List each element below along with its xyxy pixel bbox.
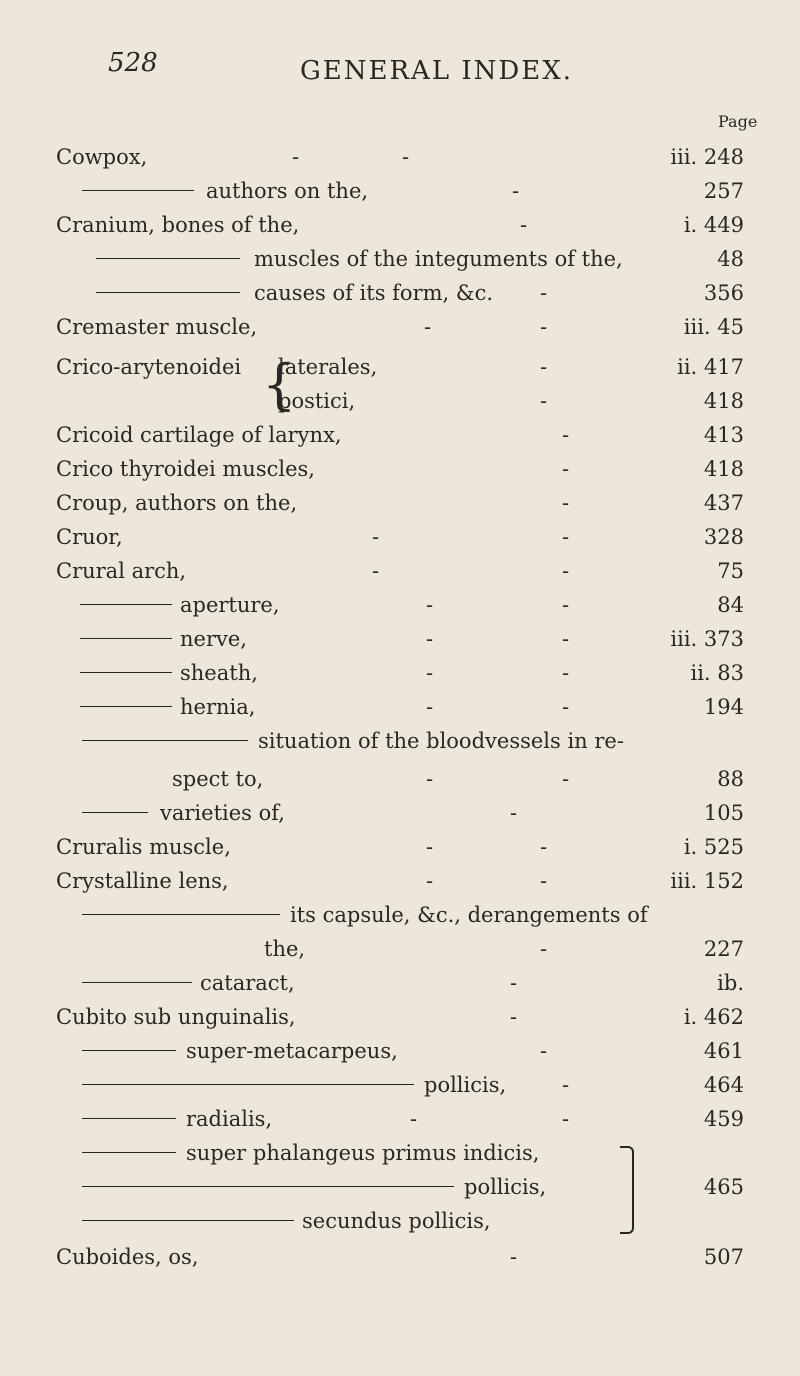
entry-label: Croup, authors on the, xyxy=(56,491,298,515)
index-entry xyxy=(0,796,800,830)
dash: - xyxy=(562,1073,570,1097)
ditto-rule xyxy=(80,706,172,707)
index-entry xyxy=(0,588,800,622)
dash: - xyxy=(402,145,410,169)
page-ref: 48 xyxy=(717,247,744,271)
index-entry xyxy=(0,1102,800,1136)
dash: - xyxy=(540,355,548,379)
page-ref: 88 xyxy=(717,767,744,791)
dash: - xyxy=(510,1245,518,1269)
entry-label: sheath, xyxy=(180,661,258,685)
ditto-rule xyxy=(82,1220,294,1221)
page-ref: iii. 152 xyxy=(670,869,744,893)
entry-label: Crural arch, xyxy=(56,559,187,583)
index-entry xyxy=(0,1136,800,1170)
index-entry xyxy=(0,1240,800,1274)
page-ref: 437 xyxy=(703,491,744,515)
page-ref: ii. 83 xyxy=(690,661,744,685)
ditto-rule xyxy=(82,1152,176,1153)
index-entry xyxy=(0,554,800,588)
dash: - xyxy=(426,695,434,719)
dash: - xyxy=(540,1039,548,1063)
brace-icon: { xyxy=(262,353,297,416)
entry-label: Crico-arytenoidei xyxy=(56,355,242,379)
dash: - xyxy=(410,1107,418,1131)
dash: - xyxy=(426,627,434,651)
dash: - xyxy=(562,593,570,617)
page-ref: 105 xyxy=(703,801,744,825)
ditto-rule xyxy=(82,1118,176,1119)
index-entry xyxy=(0,898,800,932)
index-entry xyxy=(0,690,800,724)
entry-label: causes of its form, &c. xyxy=(254,281,494,305)
dash: - xyxy=(426,835,434,859)
page-number: 528 xyxy=(108,48,158,78)
page-ref: 328 xyxy=(703,525,744,549)
index-entry xyxy=(0,1170,800,1204)
entry-label: Cuboides, os, xyxy=(56,1245,199,1269)
page-ref: 461 xyxy=(703,1039,744,1063)
dash: - xyxy=(540,389,548,413)
index-entry xyxy=(0,520,800,554)
entry-label: pollicis, xyxy=(424,1073,507,1097)
index-entry xyxy=(0,724,800,758)
index-entry xyxy=(0,1034,800,1068)
entry-label: pollicis, xyxy=(464,1175,547,1199)
dash: - xyxy=(540,869,548,893)
dash: - xyxy=(426,593,434,617)
page-ref: 194 xyxy=(703,695,744,719)
dash: - xyxy=(510,801,518,825)
dash: - xyxy=(540,937,548,961)
entry-label: situation of the bloodvessels in re- xyxy=(258,729,624,753)
dash: - xyxy=(540,315,548,339)
index-entry xyxy=(0,208,800,242)
index-entry xyxy=(0,932,800,966)
page-ref: 227 xyxy=(703,937,744,961)
entry-label: Cricoid cartilage of larynx, xyxy=(56,423,342,447)
entry-label: Cruralis muscle, xyxy=(56,835,231,859)
index-entry xyxy=(0,966,800,1000)
index-entry xyxy=(0,174,800,208)
ditto-rule xyxy=(80,672,172,673)
index-entry xyxy=(0,276,800,310)
entry-sublabel: postici, xyxy=(278,389,356,413)
dash: - xyxy=(510,1005,518,1029)
entry-label: Cowpox, xyxy=(56,145,148,169)
entry-label: hernia, xyxy=(180,695,256,719)
entry-label: Cruor, xyxy=(56,525,123,549)
ditto-rule xyxy=(82,1186,454,1187)
index-entry xyxy=(0,762,800,796)
entry-label: the, xyxy=(264,937,306,961)
ditto-rule xyxy=(80,638,172,639)
ditto-rule xyxy=(82,190,194,191)
entry-label: Cranium, bones of the, xyxy=(56,213,300,237)
dash: - xyxy=(562,457,570,481)
dash: - xyxy=(426,661,434,685)
dash: - xyxy=(562,1107,570,1131)
dash: - xyxy=(426,869,434,893)
dash: - xyxy=(540,281,548,305)
dash: - xyxy=(562,695,570,719)
page-ref: 507 xyxy=(703,1245,744,1269)
entry-label: cataract, xyxy=(200,971,295,995)
page-ref: 464 xyxy=(703,1073,744,1097)
ditto-rule xyxy=(96,258,240,259)
entry-label: radialis, xyxy=(186,1107,273,1131)
page-ref: iii. 248 xyxy=(670,145,744,169)
index-entry xyxy=(0,384,800,418)
page-ref: 418 xyxy=(703,457,744,481)
entry-label: super phalangeus primus indicis, xyxy=(186,1141,540,1165)
entry-label: authors on the, xyxy=(206,179,369,203)
dash: - xyxy=(372,525,380,549)
page-ref: iii. 373 xyxy=(670,627,744,651)
entry-label: Cremaster muscle, xyxy=(56,315,258,339)
entry-label: secundus pollicis, xyxy=(302,1209,491,1233)
dash: - xyxy=(562,423,570,447)
dash: - xyxy=(510,971,518,995)
ditto-rule xyxy=(96,292,240,293)
entry-label: super-metacarpeus, xyxy=(186,1039,398,1063)
index-entry xyxy=(0,486,800,520)
page-ref: 465 xyxy=(703,1175,744,1199)
ditto-rule xyxy=(82,982,192,983)
ditto-rule xyxy=(82,812,148,813)
page-ref: i. 462 xyxy=(683,1005,744,1029)
index-entry xyxy=(0,140,800,174)
entry-label: nerve, xyxy=(180,627,247,651)
dash: - xyxy=(540,835,548,859)
index-entry xyxy=(0,656,800,690)
page-column-label: Page xyxy=(718,112,758,131)
page-ref: 75 xyxy=(717,559,744,583)
dash: - xyxy=(562,525,570,549)
entry-label: varieties of, xyxy=(160,801,285,825)
dash: - xyxy=(562,627,570,651)
index-entry xyxy=(0,622,800,656)
page-ref: i. 449 xyxy=(683,213,744,237)
index-entry xyxy=(0,1204,800,1238)
page-ref: 84 xyxy=(717,593,744,617)
dash: - xyxy=(520,213,528,237)
index-entry xyxy=(0,452,800,486)
running-head: GENERAL INDEX. xyxy=(300,56,573,86)
page-ref: i. 525 xyxy=(683,835,744,859)
entry-sublabel: laterales, xyxy=(278,355,378,379)
entry-label: spect to, xyxy=(172,767,264,791)
page-ref: 413 xyxy=(703,423,744,447)
entry-label: Crico thyroidei muscles, xyxy=(56,457,315,481)
page-ref: 459 xyxy=(703,1107,744,1131)
entry-label: Cubito sub unguinalis, xyxy=(56,1005,296,1029)
dash: - xyxy=(562,491,570,515)
ditto-rule xyxy=(80,604,172,605)
index-entry xyxy=(0,1000,800,1034)
dash: - xyxy=(426,767,434,791)
index-entry xyxy=(0,242,800,276)
page-ref: ib. xyxy=(717,971,744,995)
index-entry xyxy=(0,350,800,384)
ditto-rule xyxy=(82,1050,176,1051)
dash: - xyxy=(424,315,432,339)
ditto-rule xyxy=(82,1084,414,1085)
brace-icon xyxy=(620,1146,634,1234)
dash: - xyxy=(562,767,570,791)
ditto-rule xyxy=(82,740,248,741)
page-ref: 356 xyxy=(703,281,744,305)
dash: - xyxy=(562,559,570,583)
index-entry xyxy=(0,830,800,864)
ditto-rule xyxy=(82,914,280,915)
index-entry xyxy=(0,1068,800,1102)
page-ref: 418 xyxy=(703,389,744,413)
dash: - xyxy=(292,145,300,169)
page-ref: ii. 417 xyxy=(677,355,744,379)
entry-label: aperture, xyxy=(180,593,280,617)
index-entry xyxy=(0,418,800,452)
dash: - xyxy=(372,559,380,583)
index-entry xyxy=(0,310,800,344)
entry-label: muscles of the integuments of the, xyxy=(254,247,623,271)
entry-label: Crystalline lens, xyxy=(56,869,229,893)
dash: - xyxy=(562,661,570,685)
dash: - xyxy=(512,179,520,203)
page-ref: 257 xyxy=(703,179,744,203)
index-entry xyxy=(0,864,800,898)
entry-label: its capsule, &c., derangements of xyxy=(290,903,648,927)
page-ref: iii. 45 xyxy=(683,315,744,339)
